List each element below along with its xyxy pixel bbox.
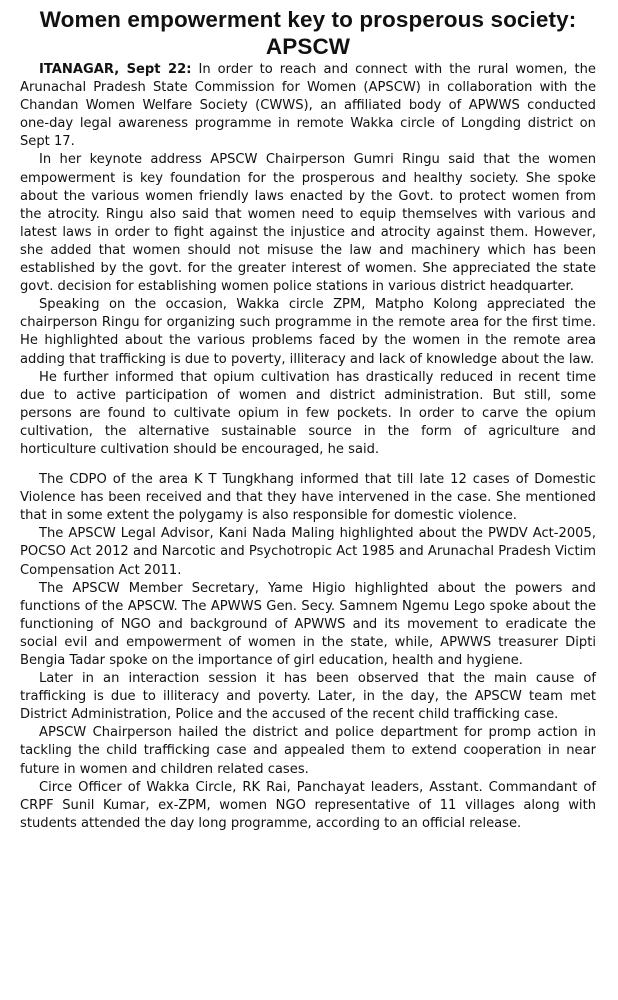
column-break-gap <box>20 459 596 471</box>
article-paragraph: The APSCW Legal Advisor, Kani Nada Maling highlighted about the PWDV Act-2005, POCSO Act 2012 and Narcotic and Psychotropic Act 1985 and Arunachal Pradesh Victim Compensation Act 2011. <box>20 526 596 578</box>
article-paragraph: The APSCW Member Secretary, Yame Higio highlighted about the powers and functions of the APSCW. The APWWS Gen. Secy. Samnem Ngemu Lego spoke about the functioning of NGO and background of APWWS and its movement to eradicate the social evil and empowerment of women in the state, while, APWWS treasurer Dipti Bengia Tadar spoke on the importance of girl education, health and hygiene. <box>20 580 596 668</box>
article-paragraph: The CDPO of the area K T Tungkhang informed that till late 12 cases of Domestic Violence has been received and that they have intervened in the case. She mentioned that in some extent the polygamy is also responsible for domestic violence. <box>20 472 596 524</box>
article-paragraph: Later in an interaction session it has been observed that the main cause of trafficking is due to illiteracy and poverty. Later, in the day, the APSCW team met District Administration, Police and the accused of the recent child trafficking case. <box>20 671 596 723</box>
article-paragraph: Circe Officer of Wakka Circle, RK Rai, Panchayat leaders, Asstant. Commandant of CRPF Sunil Kumar, ex-ZPM, women NGO representative of 11 villages along with students attended the day long programme, according to an official release. <box>20 779 596 831</box>
article-paragraph: He further informed that opium cultivation has drastically reduced in recent time due to active participation of women and district administration. But still, some persons are found to cultivate opium in few pockets. In order to carve the opium cultivation, the alternative sustainable source in the form of agriculture and horticulture cultivation should be encouraged, he said. <box>20 369 596 457</box>
article-paragraph: APSCW Chairperson hailed the district and police department for promp action in tackling the child trafficking case and appealed them to extend cooperation in near future in women and children related cases. <box>20 725 596 777</box>
article-paragraph: Speaking on the occasion, Wakka circle ZPM, Matpho Kolong appreciated the chairperson Ringu for organizing such programme in the remote area for the first time. He highlighted about the various problems faced by the women in the remote area adding that trafficking is due to poverty, illiteracy and lack of knowledge about the law. <box>20 297 596 367</box>
article-paragraph <box>20 61 596 151</box>
paragraph-text: In order to reach and connect with the rural women, the Arunachal Pradesh State Commission for Women (APSCW) in collaboration with the Chandan Women Welfare Society (CWWS), an affiliated body of APWWS conducted one-day legal awareness programme in remote Wakka circle of Longding district on Sept 17. <box>20 62 596 150</box>
article-dateline: ITANAGAR, Sept 22: <box>39 62 192 77</box>
article-paragraph: In her keynote address APSCW Chairperson Gumri Ringu said that the women empowerment is key foundation for the prosperous and healthy society. She spoke about the various women friendly laws enacted by the Govt. to protect women from the atrocity. Ringu also said that women need to equip themselves with various and latest laws in order to fight against the injustice and atrocity against them. However, she added that women should not misuse the law and machinery which has been established by the govt. for the greater interest of women. She appreciated the state govt. decision for establishing women police stations in various district headquarter. <box>20 152 596 295</box>
article-headline: Women empowerment key to prosperous society: APSCW <box>39 7 577 59</box>
article-body <box>20 61 596 833</box>
